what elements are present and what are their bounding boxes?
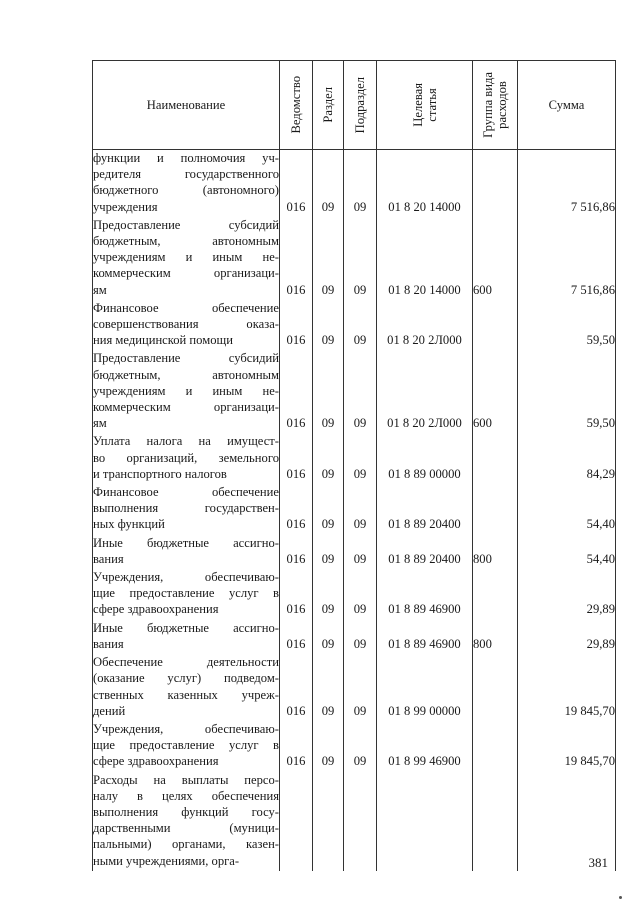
row-subsection: 09: [344, 535, 377, 569]
row-name-line: Финансовое обеспечение: [93, 485, 279, 500]
page-number: 381: [588, 855, 608, 870]
row-department: 016: [280, 217, 313, 300]
row-name-line: учреждениям и иным не-: [93, 250, 279, 265]
budget-table: [92, 60, 616, 871]
row-name-line: вания: [93, 551, 124, 566]
row-target-article: 01 8 99 00000: [377, 654, 473, 721]
row-section: 09: [313, 217, 344, 300]
row-name: [93, 721, 280, 772]
row-department: 016: [280, 721, 313, 772]
row-expense-group: [473, 569, 518, 620]
row-sum: 54,40: [518, 535, 616, 569]
row-name: [93, 300, 280, 351]
row-target-article: 01 8 20 2Л000: [377, 350, 473, 433]
row-name-line: ния медицинской помощи: [93, 333, 233, 348]
row-expense-group: 600: [473, 217, 518, 300]
row-department: 016: [280, 535, 313, 569]
row-name-line: ственных казенных учреж-: [93, 687, 279, 702]
row-sum: 7 516,86: [518, 150, 616, 217]
row-name: [93, 217, 280, 300]
row-name-line: Иные бюджетные ассигно-: [93, 535, 279, 550]
row-sum: 29,89: [518, 620, 616, 654]
row-expense-group: [473, 484, 518, 535]
row-name-line: ям: [93, 416, 107, 431]
row-target-article: 01 8 99 46900: [377, 721, 473, 772]
header-section: Раздел: [313, 61, 344, 150]
row-department: 016: [280, 620, 313, 654]
row-subsection: 09: [344, 620, 377, 654]
row-name-line: функции и полномочия уч-: [93, 151, 279, 165]
header-department: Ведомство: [280, 61, 313, 150]
row-name-line: ными учреждениями, орга-: [93, 853, 240, 868]
table-row: [93, 569, 616, 620]
row-name-line: бюджетного (автономного): [93, 183, 279, 198]
row-section: 09: [313, 620, 344, 654]
row-section: [313, 772, 344, 871]
row-sum: 59,50: [518, 300, 616, 351]
row-expense-group: [473, 654, 518, 721]
row-name-line: Уплата налога на имущест-: [93, 434, 279, 449]
row-name-line: налу в целях обеспечения: [93, 788, 279, 803]
row-subsection: 09: [344, 217, 377, 300]
row-subsection: 09: [344, 150, 377, 217]
header-expense-group: Группа вида расходов: [473, 61, 518, 150]
row-name-line: совершенствования оказа-: [93, 317, 279, 332]
row-section: 09: [313, 150, 344, 217]
row-sum: 19 845,70: [518, 654, 616, 721]
row-section: 09: [313, 569, 344, 620]
row-target-article: 01 8 89 20400: [377, 484, 473, 535]
row-name-line: щие предоставление услуг в: [93, 586, 279, 601]
row-name-line: дений: [93, 703, 126, 718]
row-name-line: учреждениям и иным не-: [93, 383, 279, 398]
row-subsection: [344, 772, 377, 871]
row-name: [93, 569, 280, 620]
header-subsection: Подраздел: [344, 61, 377, 150]
row-target-article: 01 8 89 46900: [377, 569, 473, 620]
row-sum: 84,29: [518, 433, 616, 484]
row-name-line: Иные бюджетные ассигно-: [93, 620, 279, 635]
row-target-article: 01 8 20 14000: [377, 150, 473, 217]
row-name: [93, 535, 280, 569]
row-section: 09: [313, 433, 344, 484]
row-expense-group: 800: [473, 620, 518, 654]
row-name-line: ных функций: [93, 517, 165, 532]
header-sum: Сумма: [518, 61, 616, 150]
row-name-line: коммерческим организаци-: [93, 266, 279, 281]
row-name-line: и транспортного налогов: [93, 466, 227, 481]
row-name-line: редителя государственного: [93, 167, 279, 182]
row-name: [93, 772, 280, 871]
row-subsection: 09: [344, 721, 377, 772]
row-name-line: коммерческим организаци-: [93, 400, 279, 415]
row-department: 016: [280, 484, 313, 535]
row-name-line: Предоставление субсидий: [93, 351, 279, 366]
table-row: [93, 433, 616, 484]
row-name-line: бюджетным, автономным: [93, 367, 279, 382]
row-department: 016: [280, 150, 313, 217]
row-name-line: вания: [93, 636, 124, 651]
row-target-article: [377, 772, 473, 871]
table-row: [93, 217, 616, 300]
row-name: [93, 654, 280, 721]
row-name-line: (оказание услуг) подведом-: [93, 671, 279, 686]
row-department: 016: [280, 569, 313, 620]
row-name: [93, 620, 280, 654]
row-sum: 7 516,86: [518, 217, 616, 300]
row-name-line: пальными) органами, казен-: [93, 837, 279, 852]
row-subsection: 09: [344, 350, 377, 433]
header-target-article: Целевая статья: [377, 61, 473, 150]
table-header-row: [93, 61, 616, 150]
header-name: Наименование: [93, 61, 280, 150]
table-row: [93, 350, 616, 433]
row-section: 09: [313, 484, 344, 535]
row-sum: 19 845,70: [518, 721, 616, 772]
row-expense-group: [473, 721, 518, 772]
table-row: [93, 654, 616, 721]
table-row: [93, 300, 616, 351]
row-name-line: Учреждения, обеспечиваю-: [93, 570, 279, 585]
row-name-line: выполнения государствен-: [93, 501, 279, 516]
table-body: [93, 150, 616, 871]
table-row: [93, 535, 616, 569]
row-section: 09: [313, 654, 344, 721]
row-expense-group: [473, 150, 518, 217]
row-subsection: 09: [344, 484, 377, 535]
row-subsection: 09: [344, 654, 377, 721]
row-target-article: 01 8 20 2Л000: [377, 300, 473, 351]
row-name-line: во организаций, земельного: [93, 450, 279, 465]
row-name-line: щие предоставление услуг в: [93, 738, 279, 753]
table-row: [93, 150, 616, 217]
row-expense-group: [473, 300, 518, 351]
row-section: 09: [313, 350, 344, 433]
row-expense-group: [473, 433, 518, 484]
table-row: [93, 620, 616, 654]
row-sum: 59,50: [518, 350, 616, 433]
row-sum: 54,40: [518, 484, 616, 535]
row-expense-group: 600: [473, 350, 518, 433]
row-name-line: Финансовое обеспечение: [93, 300, 279, 315]
row-name: [93, 150, 280, 217]
row-name-line: Обеспечение деятельности: [93, 655, 279, 670]
scan-speck: [619, 896, 622, 899]
row-name: [93, 433, 280, 484]
row-subsection: 09: [344, 569, 377, 620]
row-department: 016: [280, 433, 313, 484]
row-department: 016: [280, 654, 313, 721]
row-target-article: 01 8 89 00000: [377, 433, 473, 484]
row-name: [93, 484, 280, 535]
row-section: 09: [313, 300, 344, 351]
row-name-line: дарственными (муници-: [93, 821, 279, 836]
row-target-article: 01 8 89 20400: [377, 535, 473, 569]
table-row: [93, 484, 616, 535]
row-name: [93, 350, 280, 433]
row-target-article: 01 8 89 46900: [377, 620, 473, 654]
row-expense-group: 800: [473, 535, 518, 569]
row-department: 016: [280, 350, 313, 433]
row-name-line: сфере здравоохранения: [93, 754, 219, 769]
row-name-line: Учреждения, обеспечиваю-: [93, 721, 279, 736]
row-subsection: 09: [344, 433, 377, 484]
row-name-line: бюджетным, автономным: [93, 234, 279, 249]
table-row: [93, 772, 616, 871]
row-name-line: ям: [93, 282, 107, 297]
row-subsection: 09: [344, 300, 377, 351]
row-target-article: 01 8 20 14000: [377, 217, 473, 300]
row-department: 016: [280, 300, 313, 351]
row-section: 09: [313, 721, 344, 772]
row-section: 09: [313, 535, 344, 569]
row-name-line: Предоставление субсидий: [93, 217, 279, 232]
table-row: [93, 721, 616, 772]
row-name-line: учреждения: [93, 199, 158, 214]
row-expense-group: [473, 772, 518, 871]
row-sum: 29,89: [518, 569, 616, 620]
row-name-line: выполнения функций госу-: [93, 804, 279, 819]
row-name-line: сфере здравоохранения: [93, 602, 219, 617]
row-department: [280, 772, 313, 871]
row-name-line: Расходы на выплаты персо-: [93, 772, 279, 787]
